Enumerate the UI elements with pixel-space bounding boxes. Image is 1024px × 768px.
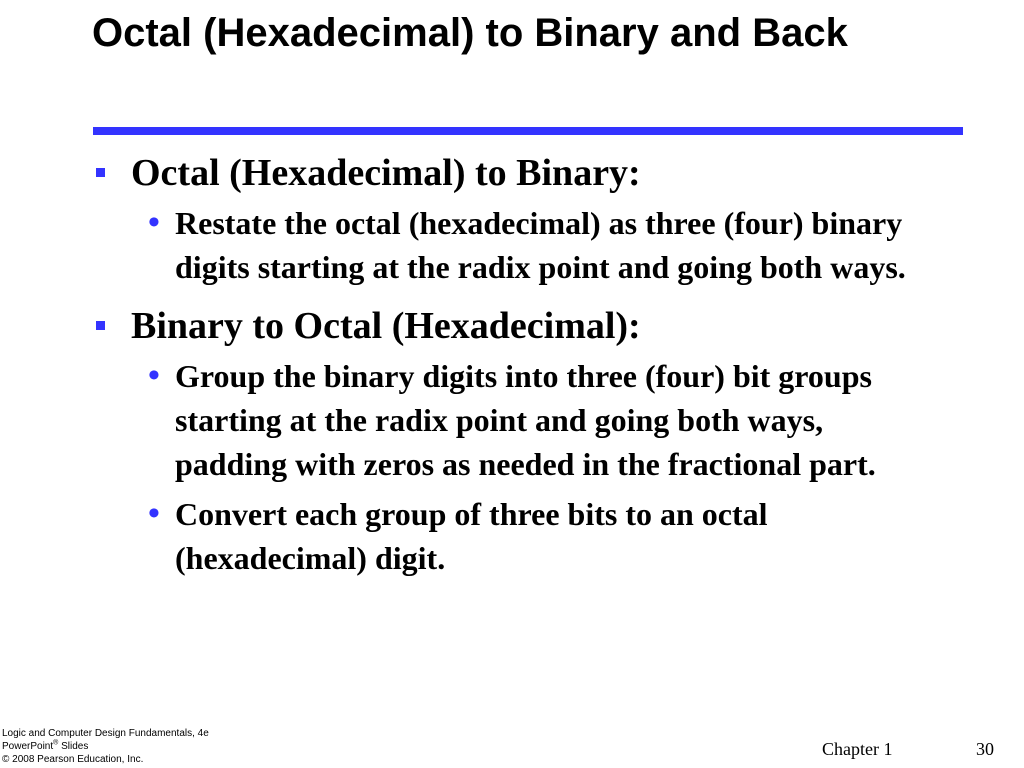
footer-source-line1: Logic and Computer Design Fundamentals, 4e	[2, 728, 209, 739]
title-underline	[93, 127, 963, 135]
subbullet-text: Convert each group of three bits to an octal (hexadecimal) digit.	[175, 496, 768, 576]
bullet-text: Binary to Octal (Hexadecimal):	[131, 305, 641, 347]
footer-source-line2-main: PowerPoint	[2, 741, 54, 752]
subbullet-group	[0, 354, 1024, 486]
square-bullet-icon	[96, 168, 105, 177]
bullet-text: Octal (Hexadecimal) to Binary:	[131, 152, 641, 194]
square-bullet-icon	[96, 321, 105, 330]
bullet-binary-to-octal	[0, 303, 1024, 349]
footer-source	[2, 727, 209, 766]
dot-bullet-icon: •	[148, 357, 160, 394]
footer-source-line2	[2, 740, 209, 753]
footer-page-number: 30	[976, 739, 994, 759]
spacer	[0, 295, 1024, 303]
dot-bullet-icon: •	[148, 495, 160, 532]
subbullet-text: Group the binary digits into three (four) bit groups starting at the radix point and going both ways, padding with zeros as needed in the fractional part.	[175, 358, 876, 482]
footer-chapter: Chapter 1	[822, 739, 893, 759]
footer-source-line3: © 2008 Pearson Education, Inc.	[2, 754, 144, 765]
subbullet-restate	[0, 201, 1024, 289]
slide-title: Octal (Hexadecimal) to Binary and Back	[92, 11, 848, 55]
slide-content	[0, 150, 1024, 586]
dot-bullet-icon: •	[148, 204, 160, 241]
bullet-octal-to-binary	[0, 150, 1024, 196]
footer-source-line2-rest: Slides	[58, 741, 89, 752]
registered-mark: ®	[53, 739, 59, 747]
subbullet-text: Restate the octal (hexadecimal) as three (four) binary digits starting at the radix point and going both ways.	[175, 205, 906, 285]
subbullet-convert	[0, 492, 1024, 580]
